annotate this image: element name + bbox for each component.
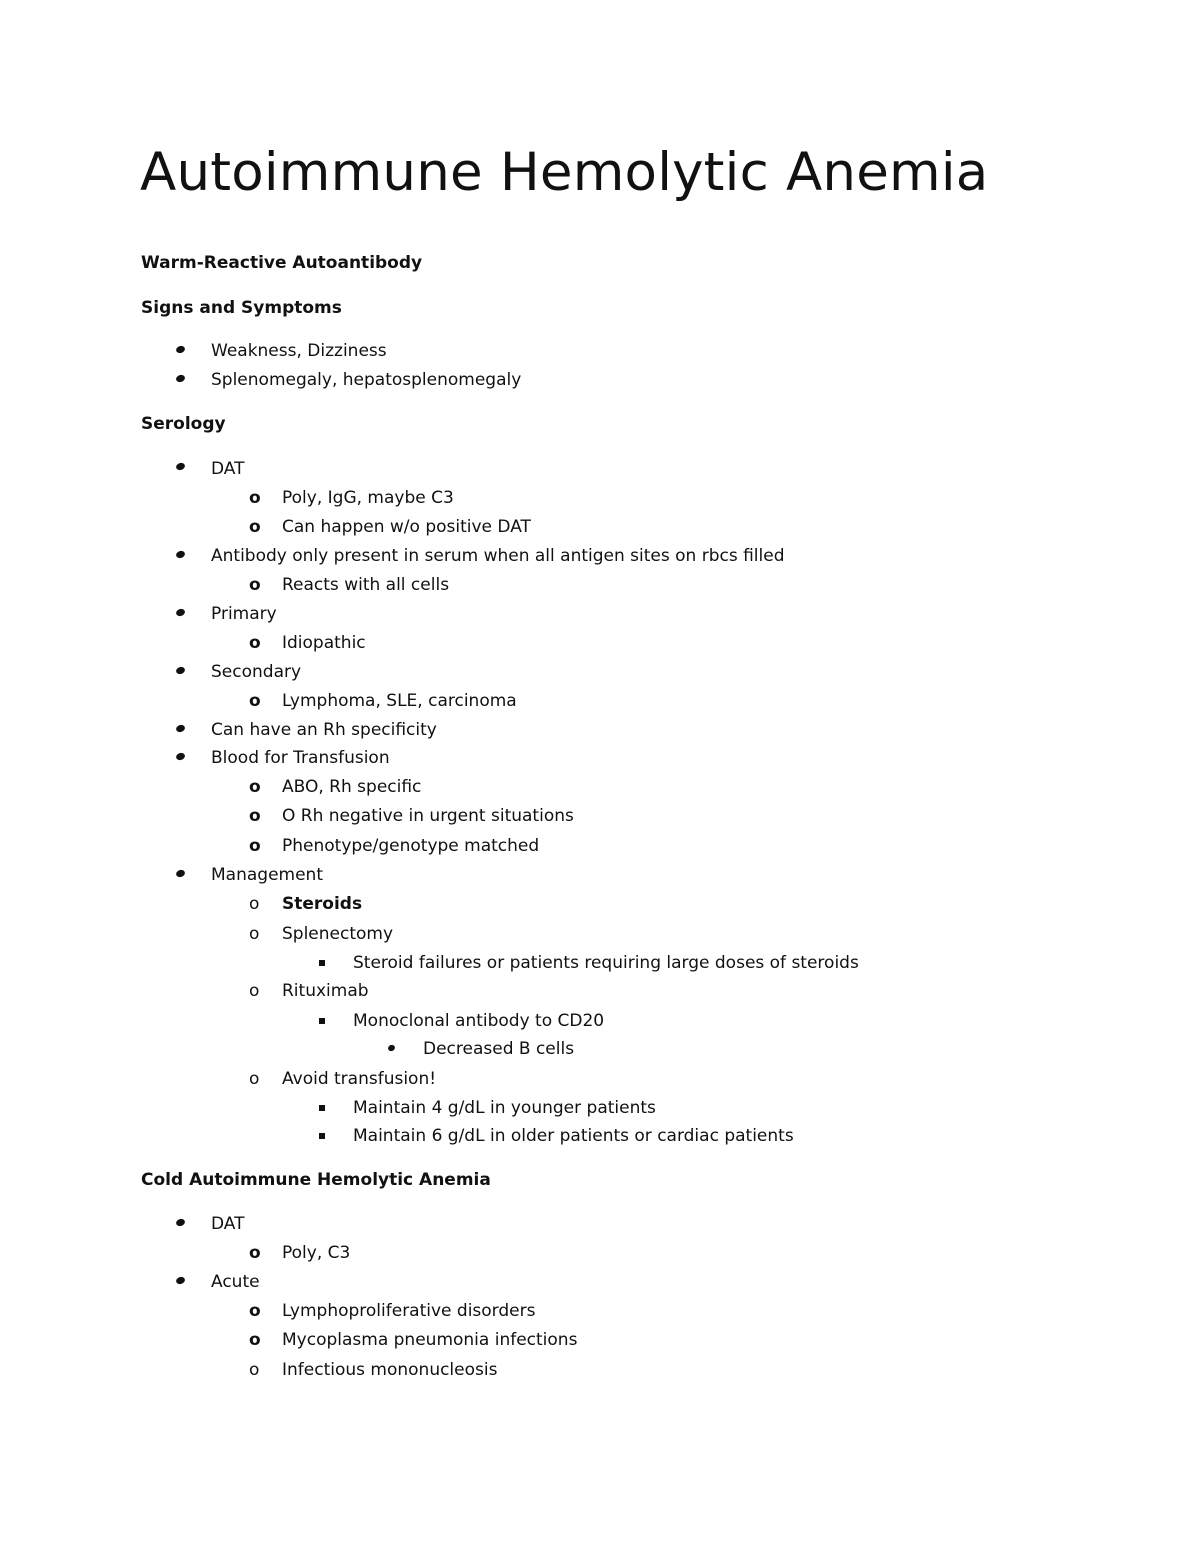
bullet-o: o <box>249 517 261 537</box>
bullet-disc <box>175 869 186 879</box>
bullet-square <box>319 960 325 966</box>
bullet-disc <box>175 374 186 384</box>
list-item: ABO, Rh specific <box>282 777 422 797</box>
list-item: Maintain 4 g/dL in younger patients <box>353 1098 656 1118</box>
list-item: DAT <box>211 459 245 479</box>
section-heading-cold: Cold Autoimmune Hemolytic Anemia <box>141 1170 491 1190</box>
list-item: Steroid failures or patients requiring large doses of steroids <box>353 953 859 973</box>
bullet-o: o <box>249 894 260 914</box>
bullet-o: o <box>249 1301 261 1321</box>
bullet-disc <box>175 462 186 472</box>
bullet-disc <box>175 1276 186 1286</box>
subheading-signs: Signs and Symptoms <box>141 298 342 318</box>
bullet-o: o <box>249 981 260 1001</box>
bullet-o: o <box>249 691 261 711</box>
bullet-disc <box>175 666 186 676</box>
section-heading-warm: Warm-Reactive Autoantibody <box>141 253 423 273</box>
document-title: Autoimmune Hemolytic Anemia <box>140 142 989 203</box>
bullet-disc <box>387 1044 396 1052</box>
bullet-disc <box>175 608 186 618</box>
list-item: Poly, IgG, maybe C3 <box>282 488 454 508</box>
bullet-o: o <box>249 806 261 826</box>
list-item: Can have an Rh specificity <box>211 720 437 740</box>
list-item: Weakness, Dizziness <box>211 341 387 361</box>
subheading-serology: Serology <box>141 414 226 434</box>
bullet-o: o <box>249 777 261 797</box>
list-item: Infectious mononucleosis <box>282 1360 498 1380</box>
list-item: Mycoplasma pneumonia infections <box>282 1330 578 1350</box>
list-item: Lymphoproliferative disorders <box>282 1301 536 1321</box>
list-item: Management <box>211 865 323 885</box>
bullet-o: o <box>249 575 261 595</box>
bullet-disc <box>175 724 186 734</box>
bullet-square <box>319 1105 325 1111</box>
list-item: Acute <box>211 1272 260 1292</box>
list-item: Secondary <box>211 662 302 682</box>
bullet-o: o <box>249 1243 261 1263</box>
list-item: Maintain 6 g/dL in older patients or cardiac patients <box>353 1126 794 1146</box>
list-item: Antibody only present in serum when all antigen sites on rbcs filled <box>211 546 785 566</box>
bullet-disc <box>175 550 186 560</box>
list-item: Reacts with all cells <box>282 575 450 595</box>
bullet-disc <box>175 752 186 762</box>
list-item: Poly, C3 <box>282 1243 351 1263</box>
bullet-o: o <box>249 836 261 856</box>
bullet-o: o <box>249 1069 260 1089</box>
list-item: O Rh negative in urgent situations <box>282 806 574 826</box>
list-item: Splenectomy <box>282 924 394 944</box>
list-item: Avoid transfusion! <box>282 1069 437 1089</box>
list-item: Decreased B cells <box>423 1039 575 1059</box>
bullet-square <box>319 1133 325 1139</box>
bullet-disc <box>175 345 186 355</box>
list-item: Primary <box>211 604 277 624</box>
bullet-o: o <box>249 1330 261 1350</box>
bullet-o: o <box>249 488 261 508</box>
list-item: Rituximab <box>282 981 369 1001</box>
bullet-o: o <box>249 1360 260 1380</box>
list-item: Can happen w/o positive DAT <box>282 517 531 537</box>
list-item: Splenomegaly, hepatosplenomegaly <box>211 370 522 390</box>
list-item: Lymphoma, SLE, carcinoma <box>282 691 517 711</box>
bullet-o: o <box>249 633 261 653</box>
bullet-disc <box>175 1218 186 1228</box>
bullet-o: o <box>249 924 260 944</box>
list-item: Monoclonal antibody to CD20 <box>353 1011 605 1031</box>
bullet-square <box>319 1018 325 1024</box>
list-item: Blood for Transfusion <box>211 748 390 768</box>
list-item: DAT <box>211 1214 245 1234</box>
list-item: Steroids <box>282 894 363 914</box>
list-item: Phenotype/genotype matched <box>282 836 540 856</box>
list-item: Idiopathic <box>282 633 366 653</box>
